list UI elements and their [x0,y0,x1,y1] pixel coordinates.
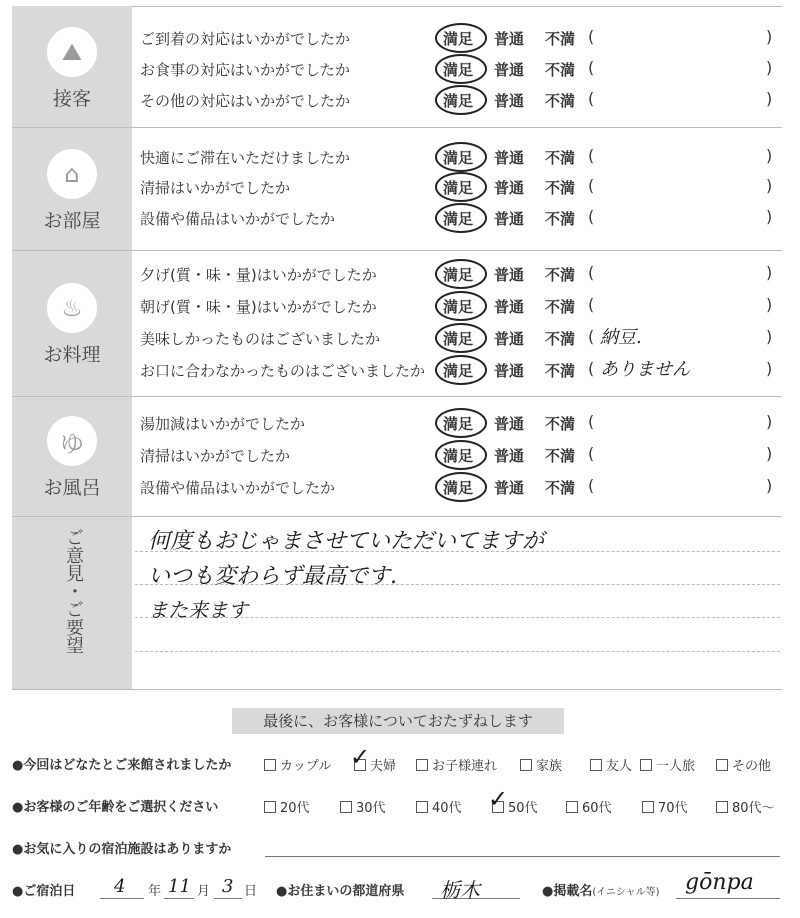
option-satisfied[interactable]: 満足 [443,415,474,433]
option-dissatisfied[interactable]: 不満 [545,362,576,380]
checkbox-label: 50代 [508,801,538,816]
close-paren: ) [766,89,773,108]
month-unit: 月 [197,884,211,899]
month-line[interactable] [164,898,194,899]
close-paren: ) [766,263,773,282]
option-satisfied[interactable]: 満足 [443,330,474,348]
checkbox[interactable] [642,801,654,813]
option-dissatisfied[interactable]: 不満 [545,330,576,348]
option-normal[interactable]: 普通 [494,362,525,380]
section-0 [12,6,782,127]
question-text: お口に合わなかったものはございましたか [140,362,426,380]
close-paren: ) [766,58,773,77]
day-line[interactable] [214,898,242,899]
room-icon: ⌂ [47,149,97,199]
category-label: 接客 [52,87,91,110]
age-option[interactable] [642,797,688,816]
selected-circle [435,85,487,115]
companion-option[interactable] [520,755,562,774]
comments-label: ご意見・ご要望 [63,528,84,654]
comment-text-2: いつも変わらず最高です. [148,564,397,589]
open-paren: ( [588,327,595,346]
option-dissatisfied[interactable]: 不満 [545,61,576,79]
check-mark-icon: ✓ [350,743,371,771]
category-label: お風呂 [43,477,101,499]
option-satisfied[interactable]: 満足 [443,30,474,48]
comments-bottom-border [12,689,782,690]
open-paren: ( [588,207,595,226]
comment-text-1: 何度もおじゃまさせていただいてますが [148,529,545,554]
age-option[interactable] [716,797,775,816]
checkbox-label: 20代 [280,801,310,816]
final-banner: 最後に、お客様についておたずねします [232,708,564,734]
option-dissatisfied[interactable]: 不満 [545,447,576,465]
checkbox[interactable] [716,759,728,771]
question-text: 清掃はいかがでしたか [140,179,291,197]
open-paren: ( [588,176,595,195]
age-option[interactable] [566,797,612,816]
month-value: 11 [168,876,191,897]
prefecture-label: ●お住まいの都道府県 [276,884,405,899]
selected-circle [435,172,487,202]
selected-circle [435,323,487,353]
option-satisfied[interactable]: 満足 [443,61,474,79]
option-satisfied[interactable]: 満足 [443,447,474,465]
dish-icon: ♨ [47,283,97,333]
option-satisfied[interactable]: 満足 [443,149,474,167]
open-paren: ( [588,89,595,108]
age-option[interactable] [340,797,386,816]
option-normal[interactable]: 普通 [494,149,525,167]
question-text: 夕げ(質・味・量)はいかがでしたか [140,266,377,284]
question-text: ご到着の対応はいかがでしたか [140,30,351,48]
favorite-question: ●お気に入りの宿泊施設はありますか [12,842,232,857]
selected-circle [435,54,487,84]
favorite-answer-line[interactable] [265,856,780,857]
checkbox[interactable] [716,801,728,813]
section-divider [12,250,782,251]
option-normal[interactable]: 普通 [494,179,525,197]
person-icon: ⛰ [47,27,97,77]
companion-option[interactable] [640,755,695,774]
category-label: お部屋 [43,209,101,232]
display-name-text: ●掲載名 [542,884,593,899]
option-dissatisfied[interactable]: 不満 [545,179,576,197]
option-satisfied[interactable]: 満足 [443,210,474,228]
checkbox-label: お子様連れ [432,759,498,774]
selected-circle [435,259,487,289]
handwritten-note: 納豆. [600,327,642,348]
close-paren: ) [766,444,773,463]
companion-option[interactable] [264,755,331,774]
option-dissatisfied[interactable]: 不満 [545,298,576,316]
selected-circle [435,203,487,233]
display-name-value: gōnpa [685,870,754,895]
checkbox-label: 60代 [582,801,612,816]
handwritten-note: ありません [600,359,690,380]
comment-line-4 [135,651,780,652]
question-text: 湯加減はいかがでしたか [140,415,306,433]
option-dissatisfied[interactable]: 不満 [545,479,576,497]
option-dissatisfied[interactable]: 不満 [545,415,576,433]
question-text: 快適にご滞在いただけましたか [140,149,351,167]
checkbox-label: 一人旅 [656,759,696,774]
close-paren: ) [766,207,773,226]
companion-option[interactable] [416,755,497,774]
display-name-label [542,880,660,899]
checkbox[interactable] [416,759,428,771]
close-paren: ) [766,476,773,495]
open-paren: ( [588,295,595,314]
option-normal[interactable]: 普通 [494,30,525,48]
display-name-hint: (イニシャル等) [592,887,660,898]
question-text: 設備や備品はいかがでしたか [140,210,336,228]
open-paren: ( [588,27,595,46]
checkbox[interactable] [340,801,352,813]
checkbox-label: その他 [732,759,772,774]
open-paren: ( [588,412,595,431]
year-unit: 年 [148,884,162,899]
comments-label-panel [12,516,132,689]
companion-option[interactable] [716,755,771,774]
prefecture-value: 栃木 [440,878,480,902]
year-value: 4 [114,876,126,897]
open-paren: ( [588,146,595,165]
option-normal[interactable]: 普通 [494,298,525,316]
companion-option[interactable] [590,755,632,774]
category-panel [12,396,132,516]
day-unit: 日 [244,884,258,899]
day-value: 3 [222,876,234,897]
option-normal[interactable]: 普通 [494,447,525,465]
checkbox-label: 70代 [658,801,688,816]
category-panel [12,127,132,250]
checkbox[interactable] [264,759,276,771]
selected-circle [435,23,487,53]
category-panel [12,250,132,396]
close-paren: ) [766,412,773,431]
option-dissatisfied[interactable]: 不満 [545,210,576,228]
section-3 [12,396,782,516]
open-paren: ( [588,58,595,77]
open-paren: ( [588,263,595,282]
section-divider [12,516,782,517]
close-paren: ) [766,27,773,46]
question-text: 美味しかったものはございましたか [140,330,381,348]
stay-date-label: ●ご宿泊日 [12,884,76,899]
close-paren: ) [766,327,773,346]
option-dissatisfied[interactable]: 不満 [545,266,576,284]
checkbox[interactable] [566,801,578,813]
close-paren: ) [766,359,773,378]
question-text: 設備や備品はいかがでしたか [140,479,336,497]
checkbox-label: 80代〜 [732,801,775,816]
option-normal[interactable]: 普通 [494,92,525,110]
selected-circle [435,355,487,385]
option-normal[interactable]: 普通 [494,479,525,497]
checkbox-label: 友人 [606,759,633,774]
selected-circle [435,291,487,321]
option-normal[interactable]: 普通 [494,330,525,348]
comment-text-3: また来ます [148,598,248,622]
question-text: お食事の対応はいかがでしたか [140,61,351,79]
display-name-line[interactable] [676,898,780,899]
selected-circle [435,440,487,470]
option-satisfied[interactable]: 満足 [443,92,474,110]
category-label: お料理 [43,344,101,366]
open-paren: ( [588,359,595,378]
question-text: その他の対応はいかがでしたか [140,92,351,110]
checkbox-label: 40代 [432,801,462,816]
question-text: 清掃はいかがでしたか [140,447,291,465]
option-satisfied[interactable]: 満足 [443,298,474,316]
selected-circle [435,472,487,502]
section-divider [12,127,782,128]
age-question: ●お客様のご年齢をご選択ください [12,800,219,815]
checkbox-label: カップル [280,759,332,774]
option-satisfied[interactable]: 満足 [443,479,474,497]
option-dissatisfied[interactable]: 不満 [545,30,576,48]
category-panel [12,6,132,127]
section-1 [12,127,782,250]
check-mark-icon: ✓ [488,785,509,813]
onsen-icon: ゆ [47,416,97,466]
option-satisfied[interactable]: 満足 [443,266,474,284]
checkbox[interactable] [264,801,276,813]
open-paren: ( [588,476,595,495]
close-paren: ) [766,295,773,314]
option-satisfied[interactable]: 満足 [443,179,474,197]
checkbox[interactable] [520,759,532,771]
option-normal[interactable]: 普通 [494,415,525,433]
option-normal[interactable]: 普通 [494,61,525,79]
section-divider [12,396,782,397]
open-paren: ( [588,444,595,463]
checkbox[interactable] [590,759,602,771]
close-paren: ) [766,146,773,165]
checkbox[interactable] [640,759,652,771]
option-normal[interactable]: 普通 [494,266,525,284]
selected-circle [435,408,487,438]
close-paren: ) [766,176,773,195]
checkbox-label: 30代 [356,801,386,816]
option-satisfied[interactable]: 満足 [443,362,474,380]
option-normal[interactable]: 普通 [494,210,525,228]
checkbox[interactable] [416,801,428,813]
year-line[interactable] [100,898,144,899]
option-dissatisfied[interactable]: 不満 [545,92,576,110]
checkbox-label: 夫婦 [370,759,397,774]
age-option[interactable] [264,797,310,816]
companion-question: ●今回はどなたとご来館されましたか [12,758,232,773]
option-dissatisfied[interactable]: 不満 [545,149,576,167]
selected-circle [435,142,487,172]
age-option[interactable] [416,797,462,816]
question-text: 朝げ(質・味・量)はいかがでしたか [140,298,377,316]
checkbox-label: 家族 [536,759,563,774]
